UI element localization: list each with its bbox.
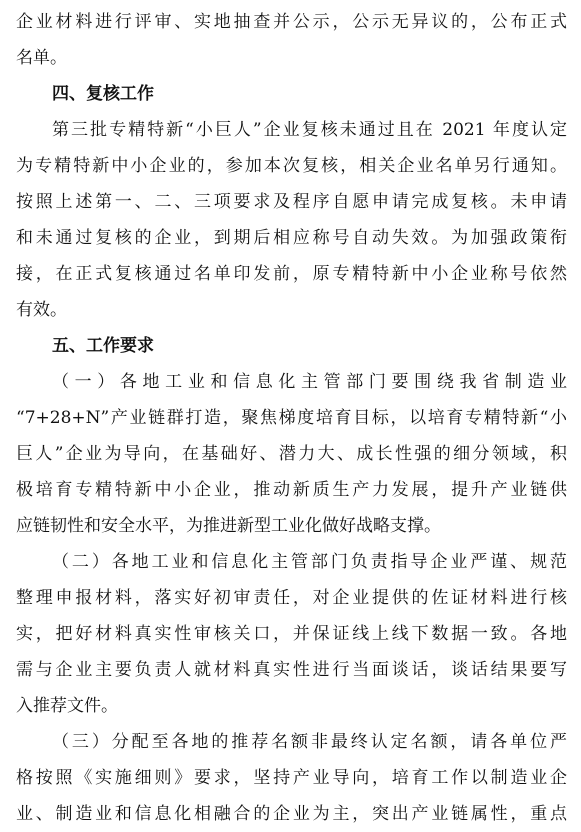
paragraph-line: 极培育专精特新中小企业，推动新质生产力发展，提升产业链供 bbox=[16, 480, 567, 500]
paragraph-line: 有效。 bbox=[16, 300, 67, 320]
paragraph-line: 接，在正式复核通过名单印发前，原专精特新中小企业称号依然 bbox=[16, 264, 567, 284]
paragraph-line: 巨人”企业为导向，在基础好、潜力大、成长性强的细分领域，积 bbox=[16, 444, 567, 464]
paragraph-line: 企业材料进行评审、实地抽查并公示，公示无异议的，公布正式 bbox=[16, 12, 567, 32]
paragraph-line: 和未通过复核的企业，到期后相应称号自动失效。为加强政策衔 bbox=[16, 228, 567, 248]
paragraph-line: 名单。 bbox=[16, 48, 67, 68]
paragraph-line: 第三批专精特新“小巨人”企业复核未通过且在 2021 年度认定 bbox=[52, 120, 567, 140]
paragraph-line: 格按照《实施细则》要求，坚持产业导向，培育工作以制造业企 bbox=[16, 768, 567, 788]
paragraph-line: 应链韧性和安全水平，为推进新型工业化做好战略支撑。 bbox=[16, 516, 441, 536]
paragraph-line: （一）各地工业和信息化主管部门要围绕我省制造业 bbox=[52, 372, 567, 392]
section-heading-review: 四、复核工作 bbox=[52, 84, 154, 104]
paragraph-line: 需与企业主要负责人就材料真实性进行当面谈话，谈话结果要写 bbox=[16, 660, 567, 680]
paragraph-line: 整理申报材料，落实好初审责任，对企业提供的佐证材料进行核 bbox=[16, 588, 567, 608]
paragraph-line: “7+28+N”产业链群打造，聚焦梯度培育目标，以培育专精特新“小 bbox=[16, 408, 567, 428]
paragraph-line: （三）分配至各地的推荐名额非最终认定名额，请各单位严 bbox=[52, 732, 567, 752]
paragraph-line: 入推荐文件。 bbox=[16, 696, 118, 716]
paragraph-line: 实，把好材料真实性审核关口，并保证线上线下数据一致。各地 bbox=[16, 624, 567, 644]
document-page bbox=[0, 4, 581, 824]
paragraph-line: 按照上述第一、二、三项要求及程序自愿申请完成复核。未申请 bbox=[16, 192, 567, 212]
paragraph-line: （二）各地工业和信息化主管部门负责指导企业严谨、规范 bbox=[52, 552, 567, 572]
paragraph-line: 为专精特新中小企业的，参加本次复核，相关企业名单另行通知。 bbox=[16, 156, 567, 176]
section-heading-requirements: 五、工作要求 bbox=[52, 336, 154, 356]
paragraph-line: 业、制造业和信息化相融合的企业为主，突出产业链属性，重点 bbox=[16, 804, 567, 824]
